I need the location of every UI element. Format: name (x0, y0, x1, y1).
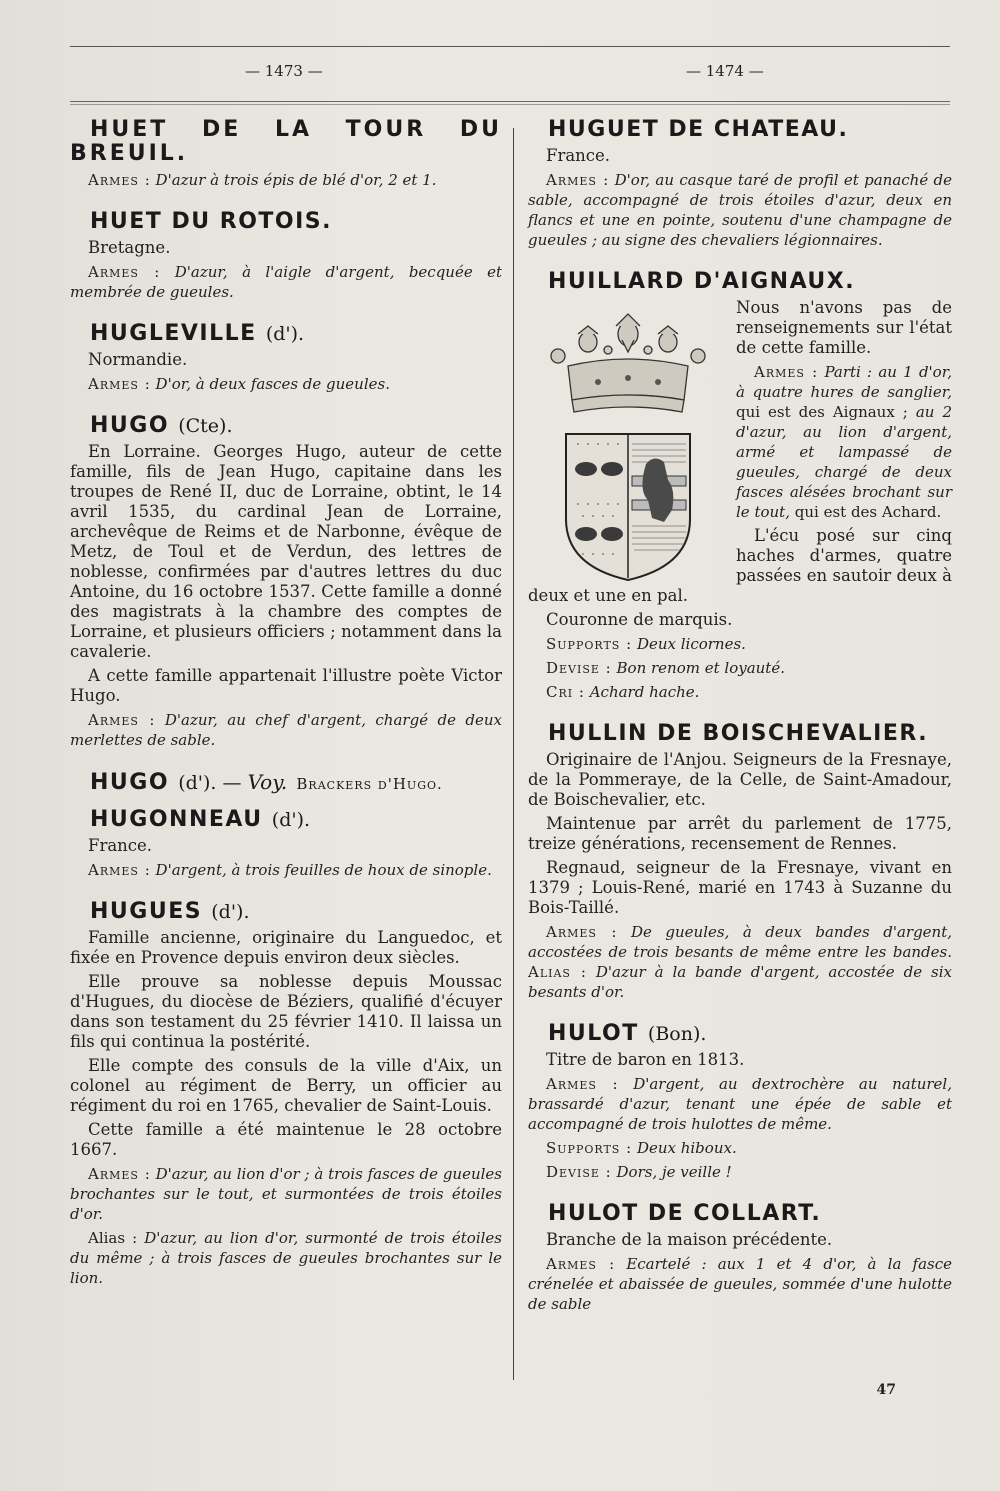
cross-reference-voy: Voy. (247, 770, 288, 794)
entry-title: HULOT (548, 1021, 639, 1046)
entry-paragraph: Famille ancienne, originaire du Languedoc, et fixée en Provence depuis environ deux siècles. (70, 928, 502, 967)
armes-text: D'argent, au dextrochère au naturel, brassardé d'azur, tenant une épée de sable et accompagné de trois hulottes de même. (528, 1075, 952, 1133)
devise-line (528, 1162, 952, 1182)
armes-label: Armes : (88, 1165, 151, 1183)
entry-place: Normandie. (88, 350, 188, 369)
alias-text: D'azur à la bande d'argent, accostée de six besants d'or. (528, 963, 952, 1001)
entry-heading (90, 770, 502, 796)
armes-line (70, 262, 502, 302)
armes-label: Armes : (754, 363, 819, 381)
cri-text: Achard hache. (589, 683, 700, 701)
armes-text: Ecartelé : aux 1 et 4 d'or, à la fasce crénelée et abaissée de gueules, sommée d'une hulotte de sable (528, 1255, 953, 1313)
supports-line (528, 1138, 952, 1158)
armes-text: D'azur à trois épis de blé d'or, 2 et 1. (155, 171, 437, 189)
armes-line (70, 1164, 502, 1224)
entry-paragraph: Maintenue par arrêt du parlement de 1775, treize générations, recensement de Rennes. (528, 814, 952, 853)
armes-text: De gueules, à deux bandes d'argent, accostées de trois besants de même entre les bandes. (528, 923, 952, 961)
entry-dash: — (216, 772, 248, 794)
entry-title: HUGO (90, 770, 170, 795)
armes-attribution: qui est des Achard. (794, 503, 942, 521)
entry-title: HUILLARD D'AIGNAUX. (548, 269, 856, 294)
entry-heading (90, 900, 502, 924)
entry-paragraph: Elle prouve sa noblesse depuis Moussac d'Hugues, du diocèse de Béziers, qualifié d'écuyer dans son testament du 25 février 1410. Il laissa un fils qui continua la postérité. (70, 972, 502, 1051)
devise-label: Devise : (546, 659, 612, 677)
entry-heading (90, 322, 502, 346)
entry-title: HUGUET DE CHATEAU. (548, 117, 849, 142)
entry-particle: (d'). (265, 323, 305, 345)
entry-title-rank: (Bon). (647, 1023, 707, 1045)
cri-line (528, 682, 952, 702)
alias-line (70, 1228, 502, 1288)
coat-of-arms-icon (528, 304, 728, 584)
armes-label: Armes : (88, 263, 161, 281)
entry-title: HUGLEVILLE (90, 321, 257, 346)
entry-paragraph: Elle compte des consuls de la ville d'Aix, un colonel au régiment de Berry, un officier au régiment du roi en 1765, chevalier de Saint-Louis. (70, 1056, 502, 1115)
cross-reference-target: Brackers d'Hugo. (296, 775, 443, 793)
armes-text: D'azur, au chef d'argent, chargé de deux merlettes de sable. (70, 711, 503, 749)
devise-text: Bon renom et loyauté. (616, 659, 785, 677)
entry-title: HUGUES (90, 899, 203, 924)
entry-particle: (d'). (178, 772, 217, 794)
devise-text: Dors, je veille ! (616, 1163, 732, 1181)
entry-place: France. (88, 836, 153, 855)
entry-title: HUET DU ROTOIS. (90, 209, 332, 234)
armes-label: Armes : (88, 861, 151, 879)
armes-text: D'azur, au lion d'or ; à trois fasces de gueules brochantes sur le tout, et surmontées de trois étoiles d'or. (70, 1165, 503, 1223)
armes-label: Armes : (88, 171, 151, 189)
top-rule (70, 46, 950, 47)
armes-label: Armes : (546, 1255, 616, 1273)
header-rule-secondary (70, 104, 950, 105)
entry-paragraph: Branche de la maison précédente. (546, 1230, 833, 1249)
supports-line (528, 634, 952, 654)
entry-paragraph: Couronne de marquis. (546, 610, 733, 629)
armes-line (528, 1254, 952, 1314)
armes-label: Armes : (88, 711, 156, 729)
armes-text: D'azur, à l'aigle d'argent, becquée et membrée de gueules. (70, 263, 502, 301)
supports-label: Supports : (546, 635, 633, 653)
cri-label: Cri : (546, 683, 585, 701)
armes-line (528, 170, 952, 250)
armes-text: Parti : au 1 d'or, à quatre hures de sanglier, (736, 363, 952, 401)
armes-attribution: qui est des Aignaux ; (736, 403, 908, 421)
armes-line (528, 1074, 952, 1134)
alias-label: Alias : (88, 1229, 138, 1247)
entry-place: Bretagne. (88, 238, 171, 257)
entry-paragraph: Nous n'avons pas de renseignements sur l'état de cette famille. (736, 298, 952, 357)
armes-text: au 2 d'azur, au lion d'argent, armé et lampassé de gueules, chargé de deux fasces alésées brochant sur le tout, (736, 403, 952, 521)
entry-paragraph: Regnaud, seigneur de la Fresnaye, vivant en 1379 ; Louis-René, marié en 1743 à Suzanne du Bois-Taillé. (528, 858, 952, 917)
entry-paragraph: Originaire de l'Anjou. Seigneurs de la Fresnaye, de la Pommeraye, de la Celle, de Saint-Amadour, de Boischevalier, etc. (528, 750, 952, 809)
signature-mark: 47 (876, 1382, 896, 1398)
entry-paragraph: Titre de baron en 1813. (546, 1050, 745, 1069)
armes-label: Armes : (88, 375, 151, 393)
entry-title: HULLIN DE BOISCHEVALIER. (548, 721, 929, 746)
entry-title: HUGO (90, 413, 170, 438)
entry-paragraph: En Lorraine. Georges Hugo, auteur de cette famille, fils de Jean Hugo, capitaine dans les troupes de René II, duc de Lorraine, obtint, le 14 avril 1535, du cardinal Jean de Lorraine, archevêque de Reims et de Narbonne, évêque de Metz, de Toul et de Verdun, des lettres de noblesse, confirmées par d'autres lettres du duc Antoine, du 16 octobre 1537. Cette famille a donné des magistrats à la chambre des comptes de Lorraine, et plusieurs officiers ; notamment dans la cavalerie. (70, 442, 502, 661)
left-column (70, 118, 502, 1292)
devise-label: Devise : (546, 1163, 612, 1181)
armes-label: Armes : (546, 923, 618, 941)
entry-heading (548, 1022, 952, 1046)
armes-text: D'or, au casque taré de profil et panaché de sable, accompagné de trois étoiles d'azur, deux en flancs et une en pointe, soutenu d'une champagne de gueules ; au signe des chevaliers légionnaires. (528, 171, 952, 249)
armes-line (70, 374, 502, 394)
page-number-right: — 1474 — (686, 62, 764, 80)
armes-text: D'argent, à trois feuilles de houx de sinople. (155, 861, 492, 879)
column-divider (513, 128, 514, 1380)
entry-title: HULOT DE COLLART. (548, 1201, 822, 1226)
entry-paragraph: A cette famille appartenait l'illustre poète Victor Hugo. (70, 666, 502, 705)
supports-text: Deux hiboux. (636, 1139, 737, 1157)
supports-text: Deux licornes. (636, 635, 746, 653)
entry-particle: (d'). (211, 901, 250, 923)
supports-label: Supports : (546, 1139, 633, 1157)
armes-line (70, 170, 502, 190)
armes-text: D'or, à deux fasces de gueules. (155, 375, 390, 393)
entry-title-rank: (Cte). (178, 415, 233, 437)
entry-place: France. (546, 146, 611, 165)
armes-line (70, 710, 502, 750)
coat-of-arms-illustration (528, 304, 728, 584)
alias-text: D'azur, au lion d'or, surmonté de trois étoiles du même ; à trois fasces de gueules brochantes sur le lion. (70, 1229, 503, 1287)
entry-title: HUET DE LA TOUR DU BREUIL. (70, 117, 502, 166)
armes-line (528, 922, 952, 1002)
alias-label: Alias : (528, 963, 587, 981)
entry-particle: (d'). (271, 809, 311, 831)
entry-title: HUGONNEAU (90, 807, 263, 832)
right-column (528, 118, 952, 1318)
armes-label: Armes : (546, 1075, 619, 1093)
devise-line (528, 658, 952, 678)
armes-line (70, 860, 502, 880)
entry-paragraph: L'écu posé sur cinq haches d'armes, quatre passées en sautoir deux à deux et une en pal. (528, 526, 952, 605)
header-rule (70, 101, 950, 102)
entry-paragraph: Cette famille a été maintenue le 28 octobre 1667. (70, 1120, 502, 1159)
page-number-left: — 1473 — (245, 62, 323, 80)
entry-heading (90, 808, 502, 832)
armes-label: Armes : (546, 171, 610, 189)
entry-heading (90, 414, 502, 438)
